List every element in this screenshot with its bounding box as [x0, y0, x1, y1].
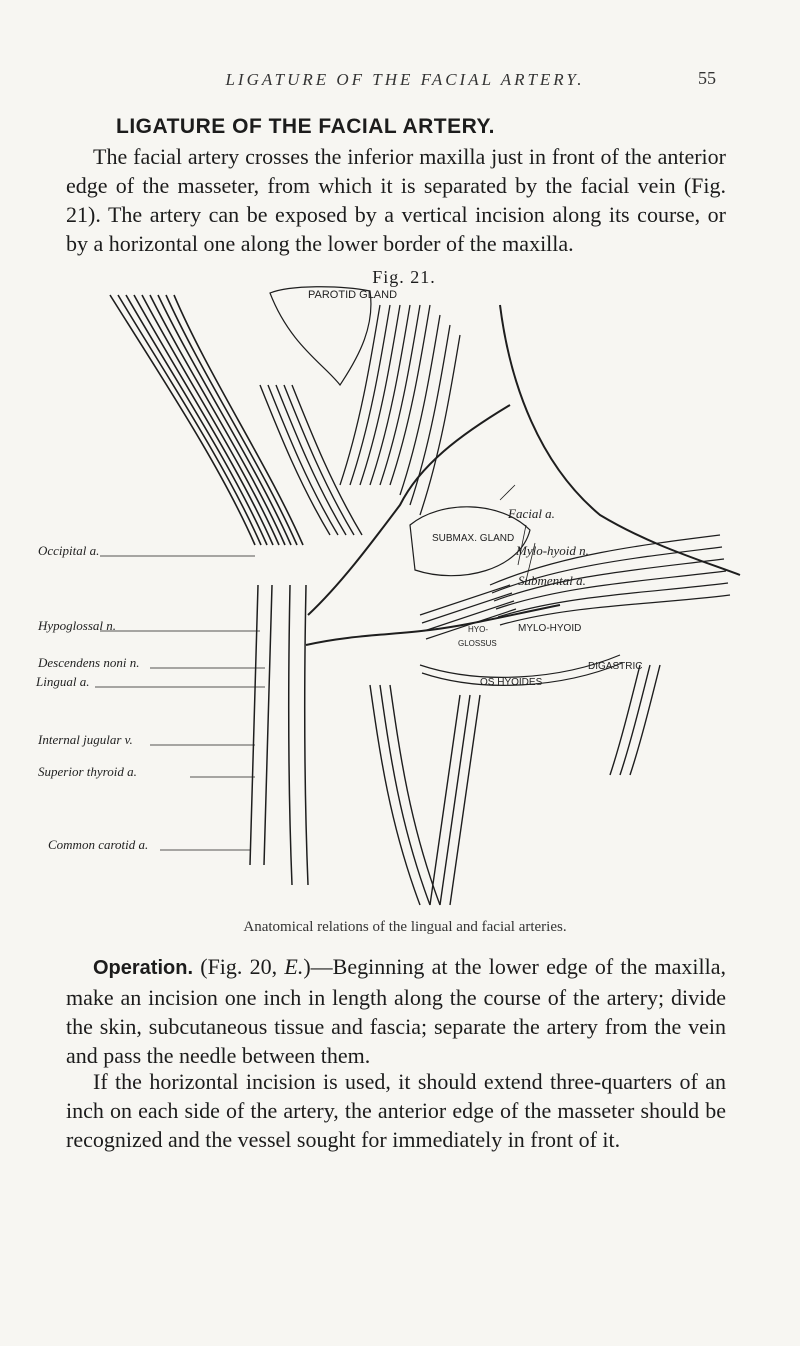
- operation-paragraph: [66, 952, 726, 1070]
- label-descendens-noni: Descendens noni n.: [38, 655, 140, 670]
- running-head: LIGATURE OF THE FACIAL ARTERY.: [225, 70, 585, 89]
- operation-body: —Beginning at the lower edge of the maxilla, make an incision one inch in length along the course of the artery; divide the skin, subcutaneous tissue and fascia; separate the artery from the vein and pass the needle between them.: [66, 954, 726, 1068]
- label-submaxillary-gland: SUBMAX. GLAND: [432, 533, 515, 544]
- label-facial-artery: Facial a.: [508, 506, 555, 521]
- figure-label: Fig. 21.: [372, 267, 436, 287]
- operation-ref-letter: E.: [284, 954, 304, 979]
- operation-heading: Operation.: [93, 957, 194, 979]
- carotid-sheath: [250, 585, 308, 885]
- label-submental-artery: Submental a.: [518, 573, 586, 588]
- label-occipital: Occipital a.: [38, 543, 100, 558]
- masseter-hatching: [340, 305, 460, 515]
- anatomical-figure: [36, 285, 760, 915]
- jaw-border: [500, 305, 740, 575]
- facial-artery-path: [308, 405, 510, 615]
- label-glossus: GLOSSUS: [458, 639, 497, 648]
- horizontal-incision-paragraph: If the horizontal incision is used, it should extend three-quarters of an inch on each side of the artery, the anterior edge of the masseter should be recognized and the vessel sought for immediately in front of it.: [66, 1069, 726, 1152]
- strap-muscles-hatching: [370, 665, 660, 905]
- anatomical-illustration: [40, 285, 760, 915]
- intro-paragraph: The facial artery crosses the inferior maxilla just in front of the anterior edge of the masseter, from which it is separated by the facial vein (Fig. 21). The artery can be exposed by a vertical incision along its course, or by a horizontal one along the lower border of the maxilla.: [66, 144, 726, 256]
- label-hypoglossal: Hypoglossal n.: [38, 618, 116, 633]
- label-superior-thyroid: Superior thyroid a.: [38, 764, 137, 779]
- label-parotid-gland: PAROTID GLAND: [308, 289, 398, 301]
- label-mylohyoid-muscle: MYLO-HYOID: [518, 623, 582, 634]
- parotid-gland-outline: [270, 287, 371, 385]
- section-title: LIGATURE OF THE FACIAL ARTERY.: [116, 115, 496, 138]
- label-mylohyoid-nerve: Mylo-hyoid n.: [516, 543, 589, 558]
- label-lingual-artery: Lingual a.: [36, 674, 90, 689]
- label-digastric: DIGASTRIC: [588, 661, 643, 672]
- figure-caption: Anatomical relations of the lingual and facial arteries.: [243, 919, 567, 935]
- label-hyo: HYO-: [468, 625, 488, 634]
- page-number: 55: [698, 68, 716, 88]
- label-internal-jugular: Internal jugular v.: [38, 732, 133, 747]
- label-common-carotid: Common carotid a.: [48, 837, 149, 852]
- label-os-hyoides: OS HYOIDES: [480, 677, 543, 688]
- operation-ref-open: (Fig. 20,: [200, 954, 285, 979]
- operation-ref-close: ): [303, 954, 311, 979]
